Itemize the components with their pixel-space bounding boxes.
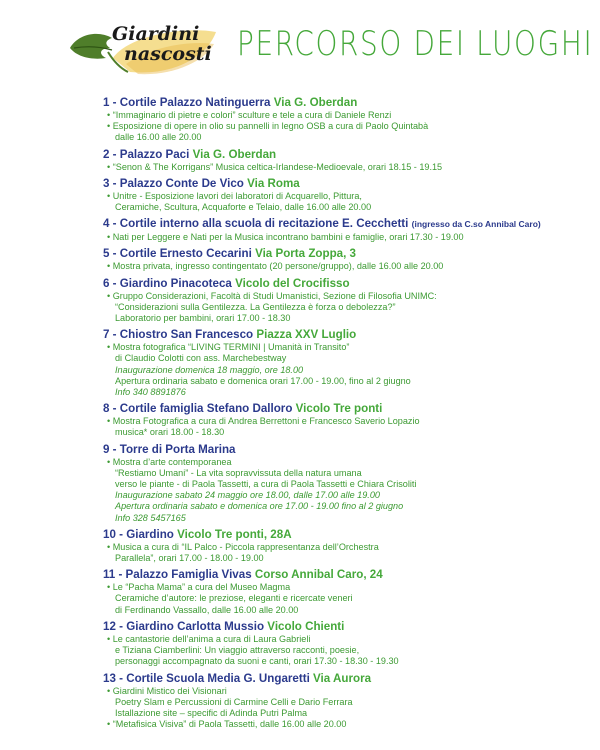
place-title: 7 - Chiostro San Francesco	[103, 328, 254, 342]
place-item	[103, 442, 583, 524]
place-detail-line: Parallela”, orari 17.00 - 18.00 - 19.00	[115, 553, 264, 564]
place-heading	[103, 216, 583, 232]
place-item	[103, 276, 583, 325]
place-street: Via Roma	[247, 176, 300, 190]
place-detail-line: • Unitre - Esposizione lavori dei laboratori di Acquarello, Pittura,	[103, 191, 583, 202]
place-item	[103, 619, 583, 668]
place-title: 8 - Cortile famiglia Stefano Dalloro	[103, 402, 293, 416]
place-heading	[103, 327, 583, 342]
place-item	[103, 147, 583, 173]
place-detail-line: di Claudio Colotti con ass. Marchebestway	[115, 353, 287, 364]
place-item	[103, 176, 583, 213]
place-detail-line: Apertura ordinaria sabato e domenica orari 17.00 - 19.00, fino al 2 giugno	[115, 375, 411, 386]
place-detail-line: Info 340 8891876	[115, 387, 186, 398]
place-detail-line: • Musica a cura di “IL Palco - Piccola rappresentanza dell’Orchestra	[103, 542, 583, 553]
place-item	[103, 671, 583, 731]
place-heading	[103, 95, 583, 110]
place-detail-line: • Le “Pacha Mama” a cura del Museo Magma	[103, 582, 583, 593]
place-detail-line: • Mostra privata, ingresso contingentato (20 persone/gruppo), dalle 16.00 alle 20.00	[103, 261, 583, 272]
place-title: 2 - Palazzo Paci	[103, 147, 190, 161]
place-title: 3 - Palazzo Conte De Vico	[103, 176, 244, 190]
place-street: Via Porta Zoppa, 3	[255, 247, 356, 261]
place-title: 11 - Palazzo Famiglia Vivas	[103, 568, 252, 582]
place-item	[103, 401, 583, 438]
place-heading	[103, 527, 583, 542]
place-detail-line: • Le cantastorie dell’anima a cura di Laura Gabrieli	[103, 634, 583, 645]
place-detail-line: verso le piante - di Paola Tassetti, a cura di Paola Tassetti e Chiara Crisoliti	[115, 479, 417, 490]
place-title: 12 - Giardino Carlotta Mussio	[103, 619, 265, 633]
place-heading	[103, 401, 583, 416]
place-street: Vicolo Chienti	[267, 619, 345, 633]
place-street: Via Aurora	[313, 671, 372, 685]
place-detail-line: • Gruppo Considerazioni, Facoltà di Studi Umanistici, Sezione di Filosofia UNIMC:	[103, 291, 583, 302]
place-street: Vicolo del Crocifisso	[235, 276, 350, 290]
place-heading	[103, 276, 583, 291]
place-detail-line: Laboratorio per bambini, orari 17.00 - 18.30	[115, 313, 291, 324]
place-heading	[103, 671, 583, 686]
place-street: Via G. Oberdan	[192, 147, 277, 161]
place-heading	[103, 246, 583, 261]
place-detail-line: personaggi accompagnato da suoni e canti, orari 17.30 - 18.30 - 19.30	[115, 656, 399, 667]
place-detail-line: • “Metafisica Visiva” di Paola Tassetti, dalle 16.00 alle 20.00	[103, 719, 583, 730]
place-detail-line: “Considerazioni sulla Gentilezza. La Gentilezza è forza o debolezza?”	[115, 301, 396, 312]
place-detail-line: Inaugurazione domenica 18 maggio, ore 18.00	[115, 364, 304, 375]
place-item	[103, 567, 583, 616]
place-item	[103, 327, 583, 398]
place-detail-line: musica* orari 18.00 - 18.30	[115, 427, 225, 438]
place-detail-line: • “Senon & The Korrigans” Musica celtica-Irlandese-Medioevale, orari 18.15 - 19.15	[103, 162, 583, 173]
place-heading	[103, 147, 583, 162]
place-street: Vicolo Tre ponti, 28A	[177, 527, 292, 541]
place-title: 9 - Torre di Porta Marina	[103, 442, 236, 456]
place-title: 4 - Cortile interno alla scuola di recitazione E. Cecchetti	[103, 217, 409, 231]
place-item	[103, 527, 583, 564]
place-detail-line: Info 328 5457165	[115, 512, 186, 523]
place-detail-line: • Mostra Fotografica a cura di Andrea Berrettoni e Francesco Saverio Lopazio	[103, 416, 583, 427]
page-title: PERCORSO DEI LUOGHI	[237, 24, 594, 64]
place-heading	[103, 442, 583, 457]
place-detail-line: dalle 16.00 alle 20.00	[115, 132, 202, 143]
place-detail-line: • Mostra d’arte contemporanea	[103, 457, 583, 468]
place-street: Corso Annibal Caro, 24	[254, 568, 383, 582]
logo-text-line2: nascosti	[124, 43, 212, 65]
place-title: 1 - Cortile Palazzo Natinguerra	[103, 96, 271, 109]
place-note: (ingresso da C.so Annibal Caro)	[411, 219, 541, 230]
place-heading	[103, 619, 583, 634]
place-detail-line: Poetry Slam e Percussioni di Carmine Celli e Dario Ferrara	[115, 696, 353, 707]
place-item	[103, 216, 583, 243]
place-heading	[103, 567, 583, 582]
place-street: Piazza XXV Luglio	[256, 328, 357, 342]
place-title: 5 - Cortile Ernesto Cecarini	[103, 247, 252, 261]
place-detail-line: Istallazione site – specific di Adinda Putri Palma	[115, 707, 308, 718]
place-title: 6 - Giardino Pinacoteca	[103, 276, 232, 290]
place-heading	[103, 176, 583, 191]
place-detail-line: di Ferdinando Vassallo, dalle 16.00 alle 20.00	[115, 604, 299, 615]
place-detail-line: Ceramiche, Scultura, Acquaforte e Telaio, dalle 16.00 alle 20.00	[115, 202, 372, 213]
place-title: 13 - Cortile Scuola Media G. Ungaretti	[103, 671, 310, 685]
place-item	[103, 95, 583, 144]
place-detail-line: • Nati per Leggere e Nati per la Musica incontrano bambini e famiglie, orari 17.30 - 19.00	[103, 232, 583, 243]
place-item	[103, 246, 583, 272]
places-list	[103, 95, 583, 733]
place-detail-line: • “Immaginario di pietre e colori” sculture e tele a cura di Daniele Renzi	[103, 110, 583, 121]
logo-text-line1: Giardini	[112, 23, 200, 45]
place-street: Via G. Oberdan	[273, 96, 358, 109]
place-detail-line: • Giardini Mistico dei Visionari	[103, 686, 583, 697]
place-detail-line: Ceramiche d’autore: le preziose, eleganti e ricercate veneri	[115, 593, 353, 604]
place-detail-line: “Restiamo Umani” - La vita sopravvissuta della natura umana	[115, 467, 362, 478]
place-detail-line: e Tiziana Ciamberlini: Un viaggio attraverso racconti, poesie,	[115, 645, 360, 656]
place-detail-line: Apertura ordinaria sabato e domenica ore 17.00 - 19.00 fino al 2 giugno	[115, 501, 404, 512]
place-detail-line: • Esposizione di opere in olio su pannelli in legno OSB a cura di Paolo Quintabà	[103, 121, 583, 132]
place-detail-line: • Mostra fotografica “LIVING TERMINI | Umanità in Transito”	[103, 342, 583, 353]
place-street: Vicolo Tre ponti	[295, 402, 383, 416]
place-title: 10 - Giardino	[103, 527, 174, 541]
place-detail-line: Inaugurazione sabato 24 maggio ore 18.00, dalle 17.00 alle 19.00	[115, 490, 380, 501]
header	[0, 0, 600, 95]
